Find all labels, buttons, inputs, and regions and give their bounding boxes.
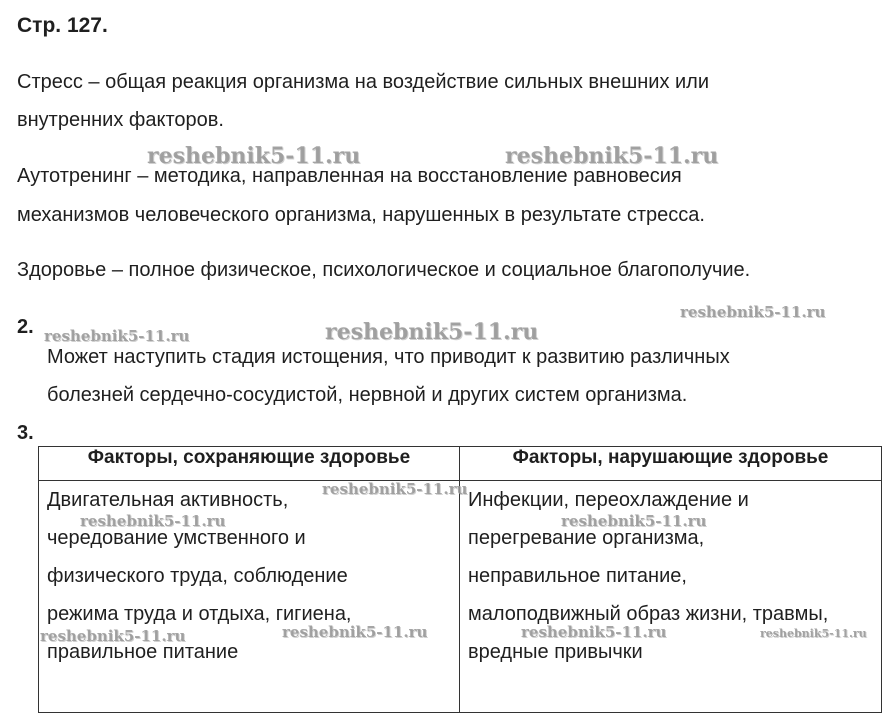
- section-2-line-2: болезней сердечно-сосудистой, нервной и других систем организма.: [47, 384, 688, 406]
- page-title: Стр. 127.: [17, 14, 108, 37]
- watermark: reshebnik5-11.ru: [44, 327, 190, 345]
- section-2-number: 2.: [17, 316, 34, 338]
- preserving-line-2: чередование умственного и: [47, 527, 306, 549]
- definition-health: Здоровье – полное физическое, психологическое и социальное благополучие.: [17, 259, 751, 281]
- harmful-line-3: неправильное питание,: [468, 565, 687, 587]
- harmful-line-2: перегревание организма,: [468, 527, 705, 549]
- definition-autotraining-line-2: механизмов человеческого организма, нарушенных в результате стресса.: [17, 204, 705, 226]
- watermark: reshebnik5-11.ru: [521, 623, 667, 641]
- preserving-line-1: Двигательная активность,: [47, 489, 289, 511]
- header-harmful-factors: Факторы, нарушающие здоровье: [460, 447, 882, 481]
- watermark: reshebnik5-11.ru: [325, 319, 539, 345]
- watermark: reshebnik5-11.ru: [282, 623, 428, 641]
- definition-stress-line-1: Стресс – общая реакция организма на воздействие сильных внешних или: [17, 71, 710, 93]
- section-3-number: 3.: [17, 422, 34, 444]
- watermark: reshebnik5-11.ru: [760, 627, 867, 640]
- table-header-row: [39, 447, 882, 481]
- header-preserving-factors: Факторы, сохраняющие здоровье: [39, 447, 460, 481]
- watermark: reshebnik5-11.ru: [505, 143, 719, 169]
- definition-autotraining-line-1: Аутотренинг – методика, направленная на восстановление равновесия: [17, 165, 682, 187]
- preserving-line-5: правильное питание: [47, 641, 239, 663]
- harmful-line-5: вредные привычки: [468, 641, 643, 663]
- watermark: reshebnik5-11.ru: [322, 480, 468, 498]
- watermark: reshebnik5-11.ru: [40, 627, 186, 645]
- preserving-line-4: режима труда и отдыха, гигиена,: [47, 603, 352, 625]
- definition-stress-line-2: внутренних факторов.: [17, 109, 224, 131]
- watermark: reshebnik5-11.ru: [147, 143, 361, 169]
- section-2-line-1: Может наступить стадия истощения, что приводит к развитию различных: [47, 346, 730, 368]
- preserving-line-3: физического труда, соблюдение: [47, 565, 348, 587]
- watermark: reshebnik5-11.ru: [80, 512, 226, 530]
- harmful-line-4: малоподвижный образ жизни, травмы,: [468, 603, 829, 625]
- harmful-line-1: Инфекции, переохлаждение и: [468, 489, 749, 511]
- watermark: reshebnik5-11.ru: [680, 303, 826, 321]
- watermark: reshebnik5-11.ru: [561, 512, 707, 530]
